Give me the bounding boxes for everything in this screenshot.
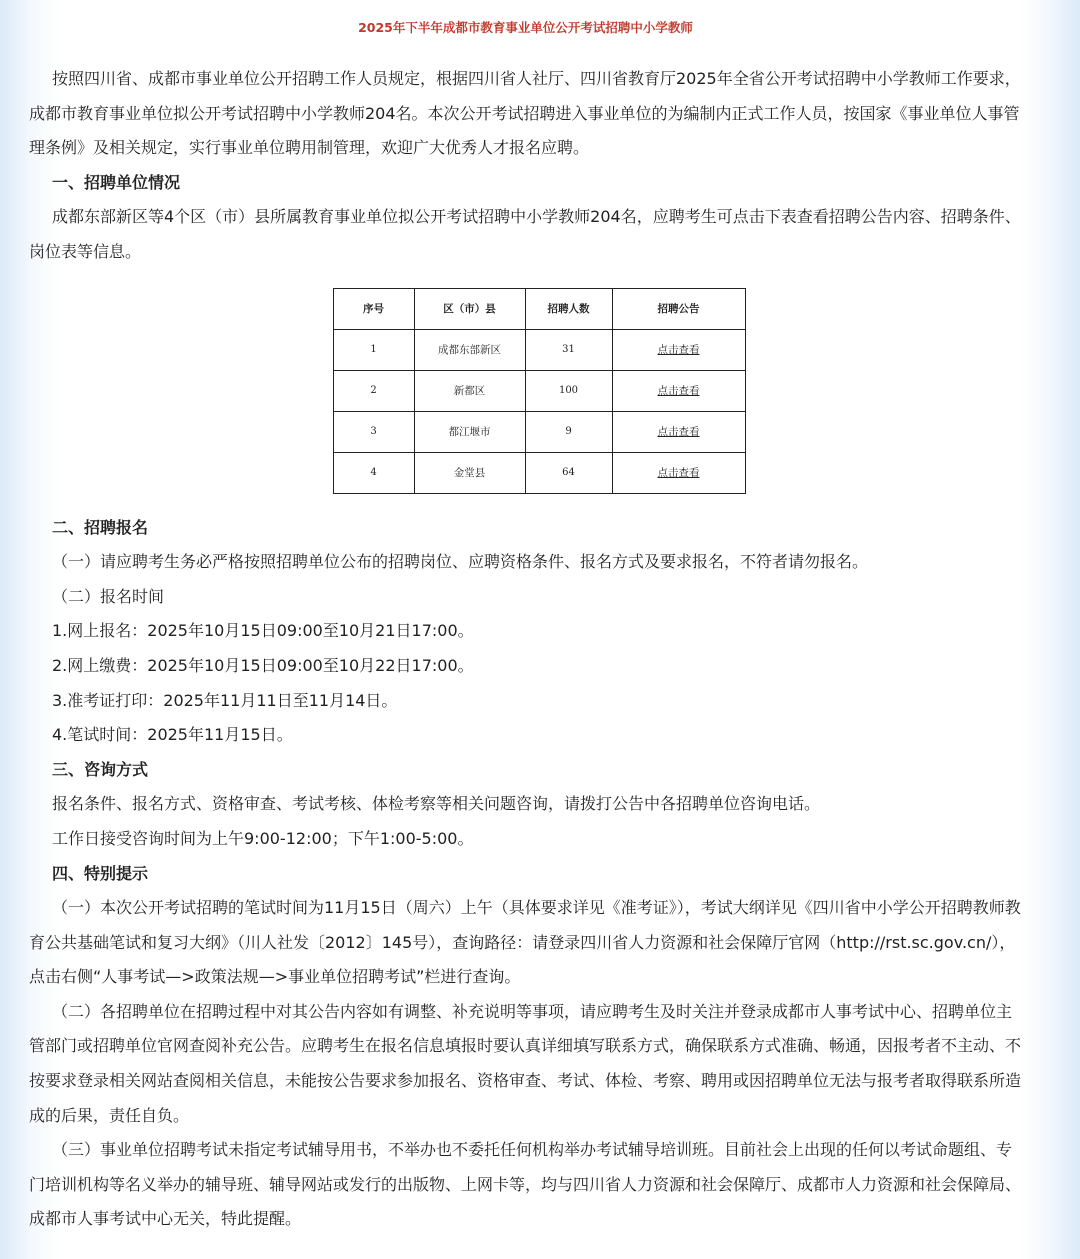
view-notice-link[interactable]: 点击查看 bbox=[657, 344, 700, 357]
header-notice: 招聘公告 bbox=[612, 288, 745, 329]
section-2-heading: 二、招聘报名 bbox=[52, 517, 149, 537]
header-no: 序号 bbox=[333, 288, 414, 329]
section-2-paragraph-1: （一）请应聘考生务必严格按照招聘单位公布的招聘岗位、应聘资格条件、报名方式及要求报名，不符者请勿报名。 bbox=[52, 552, 869, 572]
document-title: 2025年下半年成都市教育事业单位公开考试招聘中小学教师 bbox=[358, 20, 693, 35]
row-count: 64 bbox=[525, 452, 612, 493]
row-no: 4 bbox=[333, 452, 414, 493]
row-notice-cell bbox=[612, 452, 745, 493]
recruitment-table-wrapper bbox=[29, 288, 1022, 494]
row-district: 都江堰市 bbox=[414, 411, 525, 452]
table-row bbox=[333, 370, 745, 411]
recruitment-table bbox=[333, 288, 746, 494]
row-count: 9 bbox=[525, 411, 612, 452]
view-notice-link[interactable]: 点击查看 bbox=[657, 426, 700, 439]
admission-ticket-item: 3.准考证打印：2025年11月11日至11月14日。 bbox=[52, 690, 398, 710]
section-4-paragraph-1: （一）本次公开考试招聘的笔试时间为11月15日（周六）上午（具体要求详见《准考证》），考试大纲详见《四川省中小学公开招聘教师教育公共基础笔试和复习大纲》（川人社发〔2012〕145号），查询路径：请登录四川省人力资源和社会保障厅官网（http://rst.sc.gov.cn/），点击右侧“人事考试—>政策法规—>事业单位招聘考试”栏进行查询。 bbox=[29, 898, 1021, 987]
intro-paragraph: 按照四川省、成都市事业单位公开招聘工作人员规定，根据四川省人社厅、四川省教育厅2025年全省公开考试招聘中小学教师工作要求，成都市教育事业单位拟公开考试招聘中小学教师204名。本次公开考试招聘进入事业单位的为编制内正式工作人员，按国家《事业单位人事管理条例》及相关规定，实行事业单位聘用制管理，欢迎广大优秀人才报名应聘。 bbox=[29, 69, 1021, 158]
row-no: 2 bbox=[333, 370, 414, 411]
payment-time-item: 2.网上缴费：2025年10月15日09:00至10月22日17:00。 bbox=[52, 655, 474, 675]
row-no: 1 bbox=[333, 329, 414, 370]
header-count: 招聘人数 bbox=[525, 288, 612, 329]
section-3-heading: 三、咨询方式 bbox=[52, 759, 149, 779]
section-1-heading: 一、招聘单位情况 bbox=[52, 172, 181, 192]
row-district: 成都东部新区 bbox=[414, 329, 525, 370]
view-notice-link[interactable]: 点击查看 bbox=[657, 385, 700, 398]
row-count: 100 bbox=[525, 370, 612, 411]
row-count: 31 bbox=[525, 329, 612, 370]
section-4-paragraph-3: （三）事业单位招聘考试未指定考试辅导用书，不举办也不委托任何机构举办考试辅导培训班。目前社会上出现的任何以考试命题组、专门培训机构等名义举办的辅导班、辅导网站或发行的出版物、上网卡等，均与四川省人力资源和社会保障厅、成都市人力资源和社会保障局、成都市人事考试中心无关，特此提醒。 bbox=[29, 1140, 1022, 1229]
header-district: 区（市）县 bbox=[414, 288, 525, 329]
table-header-row bbox=[333, 288, 745, 329]
row-no: 3 bbox=[333, 411, 414, 452]
row-district: 新都区 bbox=[414, 370, 525, 411]
row-notice-cell bbox=[612, 411, 745, 452]
exam-time-item: 4.笔试时间：2025年11月15日。 bbox=[52, 725, 293, 745]
table-row bbox=[333, 411, 745, 452]
section-4-heading: 四、特别提示 bbox=[52, 863, 149, 883]
registration-time-item: 1.网上报名：2025年10月15日09:00至10月21日17:00。 bbox=[52, 621, 474, 641]
table-row bbox=[333, 452, 745, 493]
section-2-paragraph-2: （二）报名时间 bbox=[52, 586, 165, 606]
row-notice-cell bbox=[612, 329, 745, 370]
section-3-paragraph-1: 报名条件、报名方式、资格审查、考试考核、体检考察等相关问题咨询，请拨打公告中各招聘单位咨询电话。 bbox=[52, 794, 821, 814]
section-1-text: 成都东部新区等4个区（市）县所属教育事业单位拟公开考试招聘中小学教师204名，应聘考生可点击下表查看招聘公告内容、招聘条件、岗位表等信息。 bbox=[29, 207, 1021, 261]
view-notice-link[interactable]: 点击查看 bbox=[657, 467, 700, 480]
section-4-paragraph-2: （二）各招聘单位在招聘过程中对其公告内容如有调整、补充说明等事项，请应聘考生及时关注并登录成都市人事考试中心、招聘单位主管部门或招聘单位官网查阅补充公告。应聘考生在报名信息填报时要认真详细填写联系方式，确保联系方式准确、畅通，因报考者不主动、不按要求登录相关网站查阅相关信息，未能按公告要求参加报名、资格审查、考试、体检、考察、聘用或因招聘单位无法与报考者取得联系所造成的后果，责任自负。 bbox=[29, 1001, 1022, 1125]
table-row bbox=[333, 329, 745, 370]
section-3-paragraph-2: 工作日接受咨询时间为上午9:00-12:00；下午1:00-5:00。 bbox=[52, 828, 474, 848]
row-notice-cell bbox=[612, 370, 745, 411]
row-district: 金堂县 bbox=[414, 452, 525, 493]
